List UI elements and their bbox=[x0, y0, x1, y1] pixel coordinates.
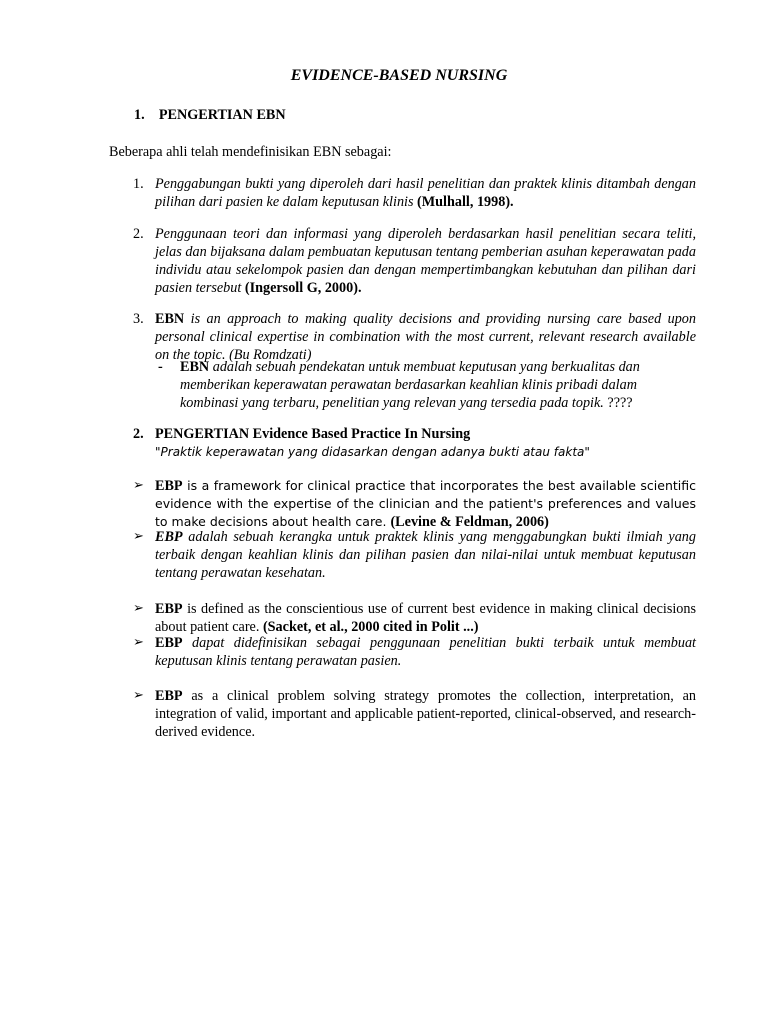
arrow-bullet-icon: ➢ bbox=[133, 688, 144, 703]
item-citation: (Ingersoll G, 2000). bbox=[244, 280, 362, 296]
item-number: 2. bbox=[133, 226, 144, 242]
item-text: Penggabungan bukti yang diperoleh dari hasil penelitian dan praktek klinis ditambah dengan pilihan dari pasien ke dalam keputusan klinis bbox=[155, 176, 696, 210]
section-2-title: PENGERTIAN Evidence Based Practice In Nursing bbox=[155, 426, 471, 442]
item-text: is an approach to making quality decisions and providing nursing care based upon personal clinical expertise in combination with the most current, relevant research available on the topic. (Bu Romdzati) bbox=[155, 311, 696, 363]
section-1-title: PENGERTIAN EBN bbox=[158, 107, 286, 123]
bullet-term: EBP bbox=[155, 635, 183, 651]
sub-term: EBN bbox=[180, 359, 210, 375]
bullet-text: dapat didefinisikan sebagai penggunaan penelitian bukti terbaik untuk membuat keputusan klinis tentang perawatan pasien. bbox=[155, 635, 696, 669]
bullet-citation: (Levine & Feldman, 2006) bbox=[390, 514, 549, 530]
item-number: 1. bbox=[133, 176, 144, 192]
document-title: EVIDENCE-BASED NURSING bbox=[290, 67, 508, 84]
section-2-heading bbox=[133, 425, 696, 461]
arrow-bullet-icon: ➢ bbox=[133, 529, 144, 544]
definition-item-3 bbox=[133, 310, 696, 364]
section-2-number: 2. bbox=[133, 426, 144, 442]
bullet-term: EBP bbox=[155, 601, 183, 617]
section-1-heading bbox=[134, 106, 286, 124]
arrow-bullet-icon: ➢ bbox=[133, 601, 144, 616]
definition-item-3-sub bbox=[155, 358, 695, 412]
bullet-term: EBP bbox=[155, 529, 183, 545]
item-text: Penggunaan teori dan informasi yang diperoleh berdasarkan hasil penelitian secara teliti, jelas dan bijaksana dalam pembuatan keputusan tentang pemberian asuhan keperawatan pada individu atau sekelompok pasien dan dengan mempertimbangkan kebutuhan dan pilihan dari pasien tersebut bbox=[155, 226, 696, 296]
definition-item-2 bbox=[133, 225, 696, 297]
sub-text: adalah sebuah pendekatan untuk membuat keputusan yang berkualitas dan memberikan keperawatan perawatan berdasarkan keahlian klinis pribadi dalam kombinasi yang terbaru, penelitian yang relevan yang tersedia pada topik. bbox=[180, 359, 640, 411]
bullet-text: is defined as the conscientious use of current best evidence in making clinical decisions about patient care. bbox=[155, 601, 696, 635]
ebp-bullet-4 bbox=[133, 634, 696, 670]
bullet-text: adalah sebuah kerangka untuk praktek klinis yang menggabungkan bukti ilmiah yang terbaik dengan keahlian klinis dan pilihan pasien dan nilai-nilai untuk membuat keputusan tentang perawatan kesehatan. bbox=[155, 529, 696, 581]
item-term: EBN bbox=[155, 311, 185, 327]
section-1-number: 1. bbox=[134, 107, 145, 123]
arrow-bullet-icon: ➢ bbox=[133, 478, 144, 493]
item-citation: (Mulhall, 1998). bbox=[417, 194, 514, 210]
ebp-bullet-5 bbox=[133, 687, 696, 741]
ebp-bullet-1 bbox=[133, 477, 696, 531]
definition-item-1 bbox=[133, 175, 696, 211]
bullet-term: EBP bbox=[155, 478, 183, 494]
sub-tail: ???? bbox=[603, 395, 633, 411]
bullet-term: EBP bbox=[155, 688, 183, 704]
ebp-bullet-2 bbox=[133, 528, 696, 582]
section-2-quote: "Praktik keperawatan yang didasarkan dengan adanya bukti atau fakta" bbox=[155, 445, 590, 459]
item-number: 3. bbox=[133, 311, 144, 327]
arrow-bullet-icon: ➢ bbox=[133, 635, 144, 650]
bullet-text: is a framework for clinical practice that incorporates the best available scientific evidence with the expertise of the clinician and the patient's preferences and values to make decisions about health care. bbox=[155, 478, 696, 529]
section-1-intro: Beberapa ahli telah mendefinisikan EBN sebagai: bbox=[109, 144, 392, 160]
bullet-citation: (Sacket, et al., 2000 cited in Polit ...) bbox=[262, 619, 479, 635]
bullet-text: as a clinical problem solving strategy promotes the collection, interpretation, an integration of valid, important and applicable patient-reported, clinical-observed, and research-derived evidence. bbox=[155, 688, 696, 740]
ebp-bullet-3 bbox=[133, 600, 696, 636]
dash-marker: - bbox=[158, 359, 163, 375]
